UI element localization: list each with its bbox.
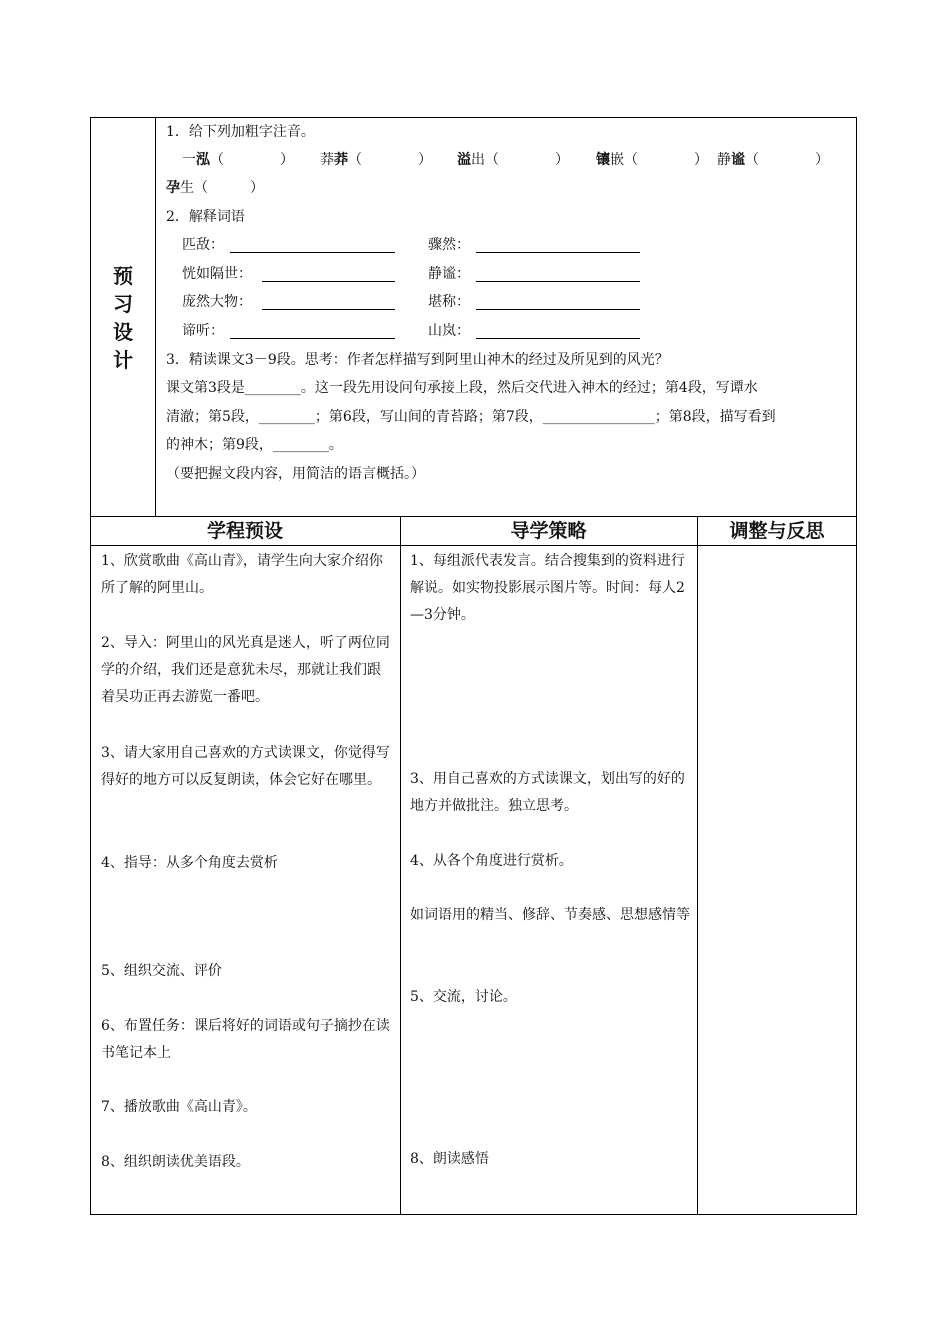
- vocab-item: 庞然大物：: [182, 294, 252, 310]
- q1-item: 镶嵌（ ）: [596, 152, 708, 168]
- vocab-item: 匹敌：: [182, 237, 224, 253]
- vocab-item: 谛听：: [182, 323, 224, 339]
- plan-step: 8、组织朗读优美语段。: [101, 1154, 250, 1170]
- plan-step: 6、布置任务：课后将好的词语或句子摘抄在读书笔记本上: [101, 1018, 390, 1061]
- strategy-step: 1、每组派代表发言。结合搜集到的资料进行解说。如实物投影展示图片等。时间：每人2—3分钟。: [410, 553, 685, 623]
- vocab-item: 骤然：: [428, 237, 470, 253]
- q3-note: （要把握文段内容，用简洁的语言概括。）: [166, 466, 425, 482]
- strategy-step: 5、交流，讨论。: [410, 989, 517, 1005]
- q2-label: 2．解释词语: [166, 209, 245, 225]
- plan-step: 2、导入：阿里山的风光真是迷人，听了两位同学的介绍，我们还是意犹未尽，那就让我们跟着吴功正再去游览一番吧。: [101, 635, 390, 705]
- q1-item: 孕生（ ）: [166, 180, 264, 196]
- q1-item: 溢出（ ）: [457, 152, 569, 168]
- answer-blank[interactable]: [262, 267, 395, 282]
- answer-blank[interactable]: [262, 295, 395, 310]
- strategy-step: 8、朗读感悟: [410, 1151, 489, 1167]
- header-strategy: 导学策略: [510, 520, 587, 542]
- header-divider: [90, 545, 857, 546]
- plan-step: 5、组织交流、评价: [101, 963, 222, 979]
- strategy-step: 如词语用的精当、修辞、节奏感、思想感情等: [410, 907, 690, 923]
- answer-blank[interactable]: [476, 324, 640, 339]
- q3-line: 的神木；第9段，________。: [166, 437, 343, 453]
- vocab-item: 恍如隔世：: [182, 266, 252, 282]
- q1-item: 静谧（ ）: [717, 152, 829, 168]
- answer-blank[interactable]: [230, 238, 395, 253]
- q1-item: 莽莽（ ）: [320, 152, 432, 168]
- preview-section: [90, 117, 857, 517]
- preview-section-title: 预 习 设 计: [113, 264, 133, 372]
- vocab-item: 山岚：: [428, 323, 470, 339]
- q3-line: 清澈；第5段，________；第6段，写山间的青苔路；第7段，________________；第8段，描写看到: [166, 409, 776, 425]
- plan-step: 3、请大家用自己喜欢的方式读课文，你觉得写得好的地方可以反复朗读，体会它好在哪里。: [101, 745, 390, 788]
- q3-line: 课文第3段是________。这一段先用设问句承接上段，然后交代进入神木的经过；第4段，写谭水: [166, 380, 758, 396]
- plan-step: 7、播放歌曲《高山青》。: [101, 1099, 257, 1115]
- q1-item: 一泓（ ）: [182, 152, 294, 168]
- strategy-step: 4、从各个角度进行赏析。: [410, 853, 573, 869]
- vocab-item: 堪称：: [428, 294, 470, 310]
- preview-divider: [155, 117, 156, 517]
- answer-blank[interactable]: [230, 324, 395, 339]
- plan-step: 4、指导：从多个角度去赏析: [101, 855, 278, 871]
- plan-step: 1、欣赏歌曲《高山青》，请学生向大家介绍你所了解的阿里山。: [101, 553, 383, 596]
- q1-label: 1．给下列加粗字注音。: [166, 124, 315, 140]
- header-lesson-plan: 学程预设: [206, 520, 283, 542]
- vocab-item: 静谧：: [428, 266, 470, 282]
- answer-blank[interactable]: [476, 238, 640, 253]
- answer-blank[interactable]: [476, 295, 640, 310]
- header-reflection: 调整与反思: [729, 520, 825, 542]
- q3-label: 3．精读课文3－9段。思考：作者怎样描写到阿里山神木的经过及所见到的风光？: [166, 352, 669, 368]
- strategy-step: 3、用自己喜欢的方式读课文，划出写的好的地方并做批注。独立思考。: [410, 771, 685, 814]
- column-divider: [400, 516, 401, 1215]
- column-divider: [697, 516, 698, 1215]
- answer-blank[interactable]: [476, 267, 640, 282]
